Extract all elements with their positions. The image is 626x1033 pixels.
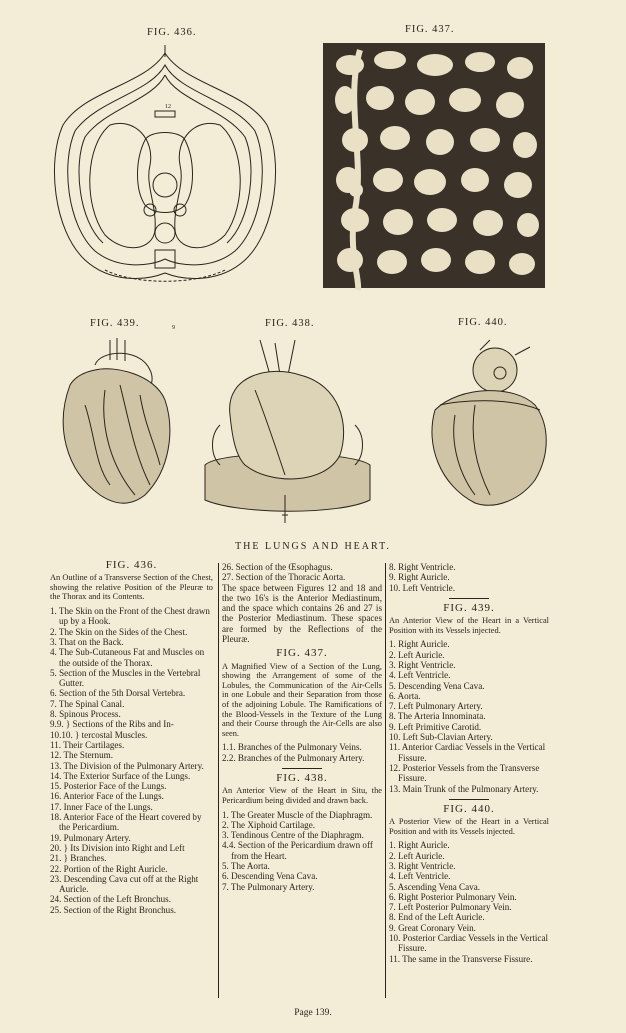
divider-rule (449, 799, 489, 800)
legend-item: 22. Portion of the Right Auricle. (50, 863, 168, 874)
legend-item: 9. Left Primitive Carotid. (389, 721, 482, 732)
fig-439-heading: FIG. 439. (443, 601, 495, 614)
legend-item: 24. Section of the Left Bronchus. (50, 894, 171, 905)
page-number: Page 139. (294, 1008, 332, 1018)
legend-item: 14. The Exterior Surface of the Lungs. (50, 770, 191, 781)
plate-number: 9 (172, 325, 175, 331)
fig-440-illustration (420, 335, 560, 510)
column-2 (222, 562, 382, 892)
fig-437-legend (222, 742, 382, 763)
divider-rule (282, 768, 322, 769)
legend-item: 6. Descending Vena Cava. (222, 871, 318, 882)
fig-436-heading: FIG. 436. (105, 559, 158, 571)
fig-437-heading: FIG. 437. (276, 647, 328, 660)
legend-item: 3. Right Ventricle. (389, 659, 456, 670)
fig-436-label: FIG. 436. (147, 27, 197, 38)
legend-item: 21. } Branches. (50, 853, 107, 864)
legend-item: 4. The Sub-Cutaneous Fat and Muscles on the outside of the Thorax. (50, 647, 205, 668)
legend-item: 7. Left Pulmonary Artery. (389, 701, 483, 712)
column-divider (385, 563, 386, 998)
legend-item: 6. Aorta. (389, 690, 421, 701)
fig-436-intro: An Outline of a Transverse Section of the Chest, showing the relative Position of the Pleuræ to the Thorax and its Contents. (50, 573, 213, 602)
legend-item: 2. Left Auricle. (389, 649, 445, 660)
legend-item: 9. Great Coronary Vein. (389, 922, 476, 933)
legend-item: 10. Posterior Cardiac Vessels in the Vertical Fissure. (389, 932, 549, 954)
legend-item: 5. Section of the Muscles in the Vertebral Gutter. (50, 667, 201, 689)
legend-item: 12. Posterior Vessels from the Transverse Fissure. (389, 762, 540, 784)
legend-item: 3. That on the Back. (50, 636, 124, 647)
legend-item: 13. The Division of the Pulmonary Artery. (50, 760, 204, 771)
fig-440-intro: A Posterior View of the Heart in a Vertical Position and with its Vessels injected. (389, 817, 549, 836)
fig-438-label: FIG. 438. (265, 318, 315, 329)
legend-item: 4. Left Ventricle. (389, 871, 451, 882)
fig-438-legend-cont (389, 562, 549, 593)
fig-437-intro: A Magnified View of a Section of the Lung, showing the Arrangement of some of the Lobules, the Communication of the Air-Cells in one Lobule and their Separation from those of the adjoining Lobule. The Ramifications of the Blood-Vessels in the Texture of the Lung and their Course through the Air-Cells are also seen. (222, 661, 382, 738)
legend-item: 11. Their Cartilages. (50, 739, 125, 750)
legend-item: 7. The Spinal Canal. (50, 698, 125, 709)
fig-437-label: FIG. 437. (405, 24, 455, 35)
legend-item: 2. Left Auricle. (389, 850, 445, 861)
legend-item: 16. Anterior Face of the Lungs. (50, 791, 164, 802)
legend-item: 2. The Skin on the Sides of the Chest. (50, 626, 188, 637)
legend-item: 5. Ascending Vena Cava. (389, 881, 481, 892)
legend-item: 8. Right Ventricle. (389, 562, 456, 572)
fig-439-illustration (55, 335, 180, 510)
legend-item: 12. The Sternum. (50, 750, 113, 761)
fig-440-label: FIG. 440. (458, 317, 508, 328)
fig-438-intro: An Anterior View of the Heart in Situ, the Pericardium being divided and drawn back. (222, 786, 382, 805)
legend-item: 19. Pulmonary Artery. (50, 832, 131, 843)
fig-436-illustration (45, 45, 285, 290)
legend-item: 15. Posterior Face of the Lungs. (50, 781, 167, 792)
legend-item: 27. Section of the Thoracic Aorta. (222, 572, 346, 583)
legend-item: 6. Right Posterior Pulmonary Vein. (389, 891, 517, 902)
legend-item: 10. Left Ventricle. (389, 582, 455, 593)
legend-item: 20. } Its Division into Right and Left (50, 842, 185, 853)
column-1 (50, 556, 213, 915)
legend-item: 10. Left Sub-Clavian Artery. (389, 732, 493, 743)
column-3 (389, 562, 549, 964)
fig-439-legend (389, 639, 549, 793)
legend-item: 1.1. Branches of the Pulmonary Veins. (222, 742, 362, 753)
fig-440-heading: FIG. 440. (443, 802, 495, 815)
legend-item: 1. The Greater Muscle of the Diaphragm. (222, 809, 373, 820)
legend-item: 4. Left Ventricle. (389, 670, 451, 681)
legend-item: 26. Section of the Œsophagus. (222, 562, 333, 572)
legend-item: 9. Right Auricle. (389, 572, 450, 583)
fig-438-legend (222, 810, 382, 892)
fig-438-heading: FIG. 438. (276, 772, 328, 785)
fig-440-legend (389, 840, 549, 964)
fig-439-intro: An Anterior View of the Heart in a Vertical Position with its Vessels injected. (389, 616, 549, 635)
section-title: THE LUNGS AND HEART. (235, 541, 391, 552)
fig-437-illustration (320, 40, 550, 292)
legend-item: 3. Right Ventricle. (389, 860, 456, 871)
legend-item: 5. The Aorta. (222, 860, 270, 871)
legend-item: 7. The Pulmonary Artery. (222, 881, 315, 892)
legend-item: 1. The Skin on the Front of the Chest drawn up by a Hook. (50, 606, 210, 627)
legend-item: 10.10. } tercostal Muscles. (50, 729, 148, 740)
legend-item: 5. Descending Vena Cava. (389, 680, 485, 691)
legend-item: 3. Tendinous Centre of the Diaphragm. (222, 830, 364, 841)
fig-436-legend (50, 606, 213, 915)
legend-item: 17. Inner Face of the Lungs. (50, 801, 153, 812)
fig-436-legend-cont (222, 562, 382, 583)
fig-439-label: FIG. 439. (90, 318, 140, 329)
divider-rule (449, 598, 489, 599)
legend-item: 1. Right Auricle. (389, 639, 450, 650)
legend-item: 2.2. Branches of the Pulmonary Artery. (222, 752, 365, 763)
legend-item: 18. Anterior Face of the Heart covered by the Pericardium. (50, 812, 202, 833)
legend-item: 23. Descending Cava cut off at the Right Auricle. (50, 873, 199, 895)
legend-item: 11. Anterior Cardiac Vessels in the Vertical Fissure. (389, 742, 546, 763)
legend-item: 11. The same in the Transverse Fissure. (389, 953, 533, 964)
legend-item: 9.9. } Sections of the Ribs and In- (50, 719, 174, 730)
legend-item: 13. Main Trunk of the Pulmonary Artery. (389, 783, 539, 794)
legend-item: 6. Section of the 5th Dorsal Vertebra. (50, 688, 186, 699)
legend-item: 2. The Xiphoid Cartilage. (222, 819, 316, 830)
legend-item: 8. The Arteria Innominata. (389, 711, 486, 722)
column-divider (218, 563, 219, 998)
plate-number: 12 (165, 104, 171, 110)
fig-438-illustration (200, 335, 375, 525)
legend-item: 7. Left Posterior Pulmonary Vein. (389, 902, 512, 913)
legend-item: 8. Spinous Process. (50, 709, 121, 720)
legend-item: 25. Section of the Right Bronchus. (50, 904, 177, 915)
legend-item: 1. Right Auricle. (389, 840, 450, 851)
legend-item: 4.4. Section of the Pericardium drawn off from the Heart. (222, 840, 373, 861)
mediastinum-note: The space between Figures 12 and 18 and the two 16's is the Anterior Mediastinum, and the space which contains 26 and 27 is the Posterior Mediastinum. These spaces are formed by the Reflections of the Pleuræ. (222, 582, 382, 645)
legend-item: 8. End of the Left Auricle. (389, 912, 485, 923)
